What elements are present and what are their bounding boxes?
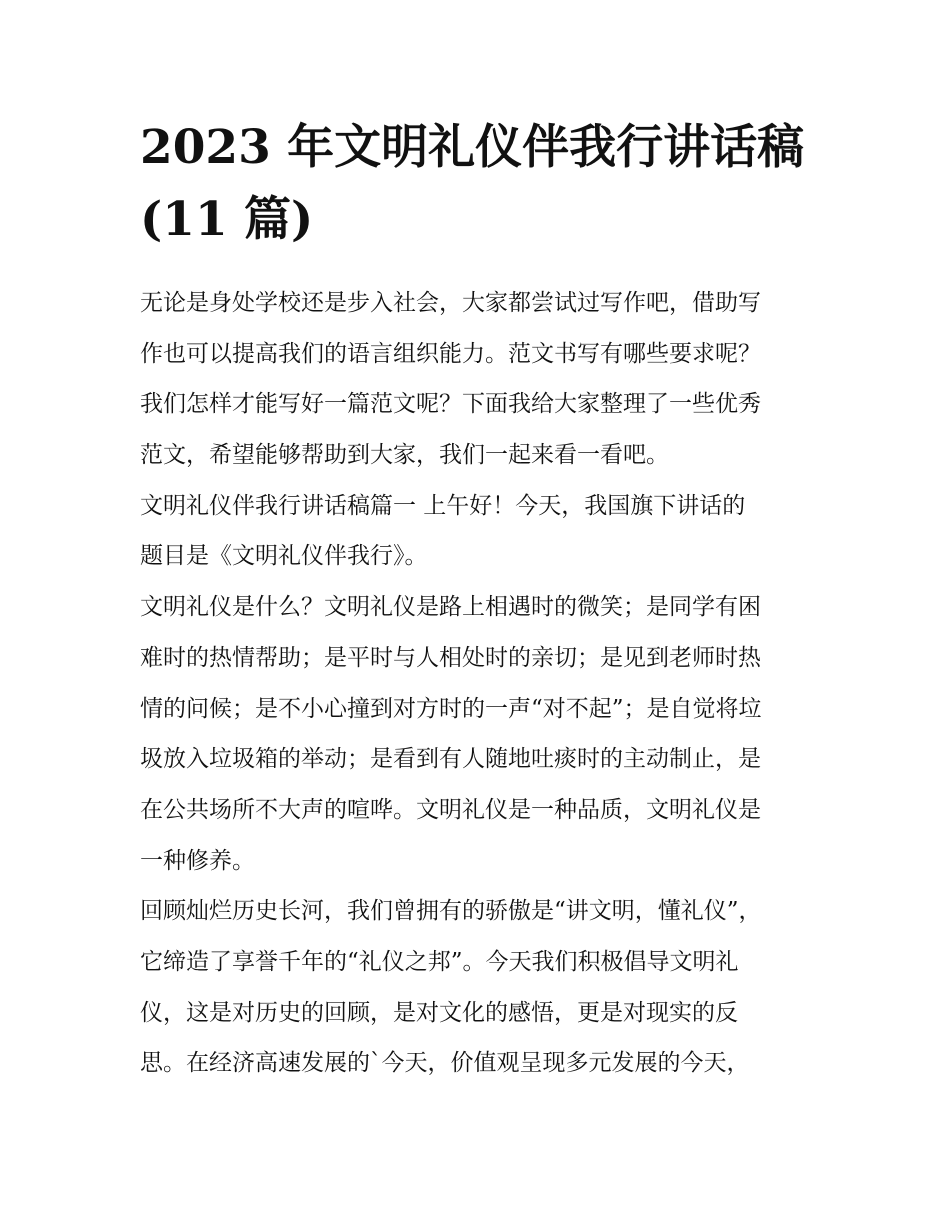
body-line: 文明礼仪是什么？文明礼仪是路上相遇时的微笑；是同学有困 <box>140 594 761 621</box>
body-line: 作也可以提高我们的语言组织能力。范文书写有哪些要求呢？ <box>140 340 761 367</box>
body-line: 在公共场所不大声的喧哗。文明礼仪是一种品质，文明礼仪是 <box>140 796 761 823</box>
body-line: 难时的热情帮助；是平时与人相处时的亲切；是见到老师时热 <box>140 644 761 671</box>
body-line: 思。在经济高速发展的`今天，价值观呈现多元发展的今天， <box>140 1050 750 1077</box>
body-line: 题目是《文明礼仪伴我行》。 <box>140 543 428 570</box>
body-line: 仪，这是对历史的回顾，是对文化的感悟，更是对现实的反 <box>140 999 738 1026</box>
body-line: 范文，希望能够帮助到大家，我们一起来看一看吧。 <box>140 442 669 469</box>
body-line: 情的问候；是不小心撞到对方时的一声“对不起”；是自觉将垃 <box>140 695 762 722</box>
body-line: 回顾灿烂历史长河，我们曾拥有的骄傲是“讲文明，懂礼仪”， <box>140 898 762 925</box>
body-line: 文明礼仪伴我行讲话稿篇一 上午好！今天，我国旗下讲话的 <box>140 492 746 519</box>
body-line: 我们怎样才能写好一篇范文呢？下面我给大家整理了一些优秀 <box>140 391 761 418</box>
body-line: 无论是身处学校还是步入社会，大家都尝试过写作吧，借助写 <box>140 290 761 316</box>
body-line: 一种修养。 <box>140 847 255 874</box>
body-line: 它缔造了享誉千年的“礼仪之邦”。今天我们积极倡导文明礼 <box>140 948 739 975</box>
title-line: 2023 年文明礼仪伴我行讲话稿 <box>140 120 805 175</box>
body-line: 圾放入垃圾箱的举动；是看到有人随地吐痰时的主动制止，是 <box>140 746 761 773</box>
document-title <box>140 112 820 256</box>
document-body <box>140 278 820 1089</box>
title-line: (11 篇) <box>140 192 314 247</box>
